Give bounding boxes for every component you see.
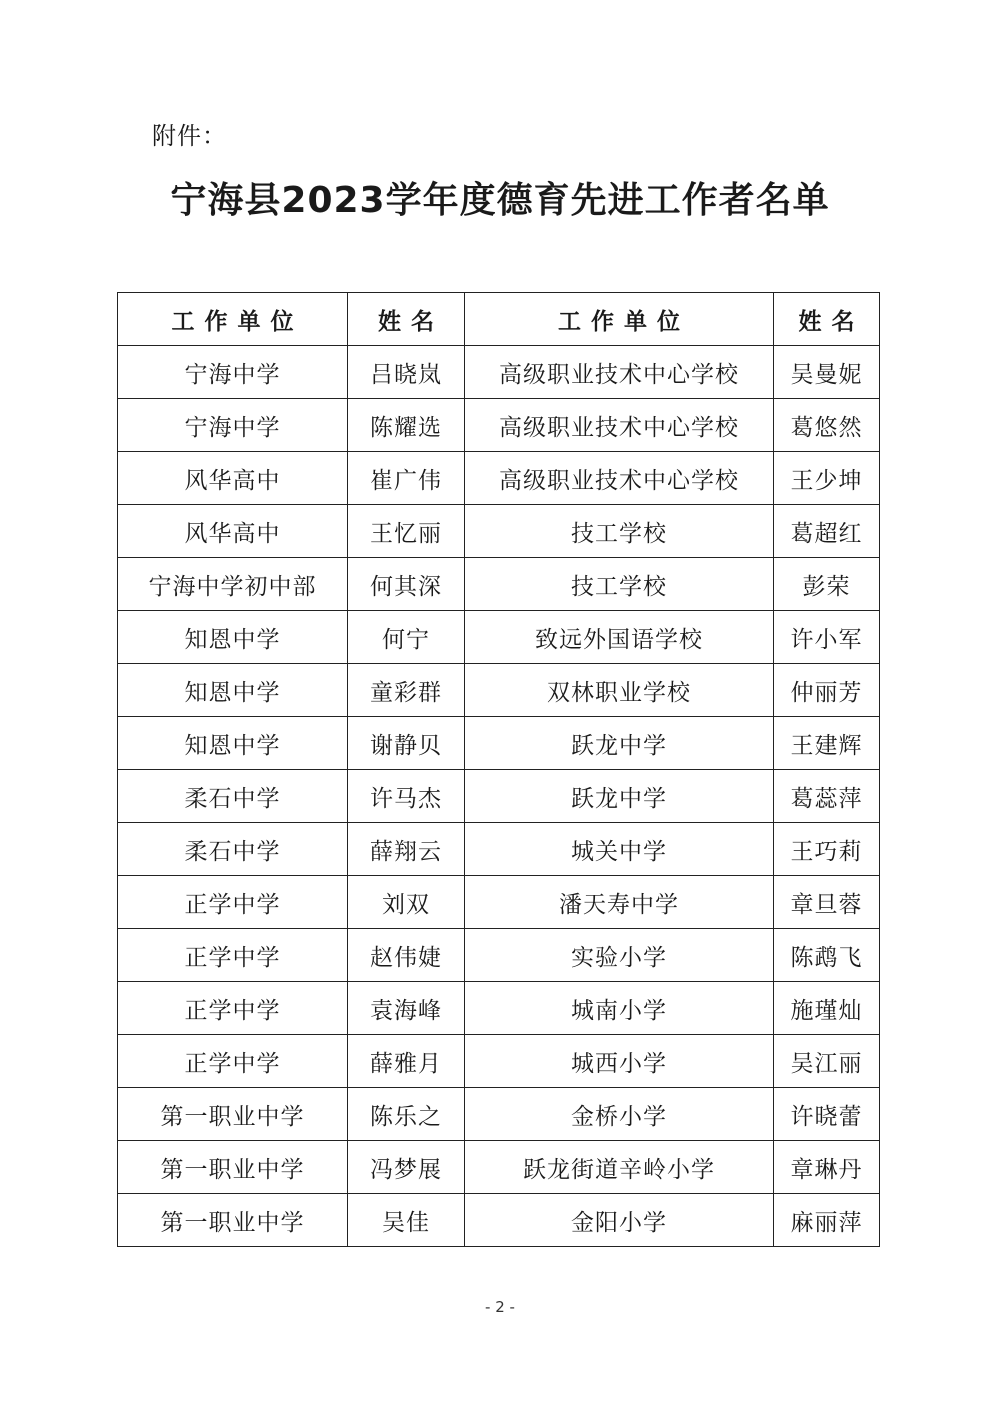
cell-work-unit-right: 跃龙中学 (465, 770, 774, 823)
cell-name-right: 葛超红 (774, 505, 880, 558)
cell-work-unit-right: 跃龙街道辛岭小学 (465, 1141, 774, 1194)
page-number: - 2 - (485, 1298, 515, 1316)
table-row (118, 452, 880, 505)
cell-work-unit-left: 风华高中 (118, 505, 348, 558)
cell-work-unit-left: 第一职业中学 (118, 1088, 348, 1141)
cell-name-left: 吴佳 (348, 1194, 465, 1247)
cell-name-right: 陈鹉飞 (774, 929, 880, 982)
table-header-row (118, 293, 880, 346)
cell-work-unit-left: 宁海中学初中部 (118, 558, 348, 611)
cell-work-unit-right: 致远外国语学校 (465, 611, 774, 664)
table-body (118, 346, 880, 1247)
cell-name-left: 刘双 (348, 876, 465, 929)
cell-work-unit-left: 第一职业中学 (118, 1141, 348, 1194)
cell-work-unit-left: 知恩中学 (118, 664, 348, 717)
cell-work-unit-left: 柔石中学 (118, 770, 348, 823)
cell-work-unit-left: 知恩中学 (118, 717, 348, 770)
table-row (118, 346, 880, 399)
cell-work-unit-left: 宁海中学 (118, 399, 348, 452)
cell-name-right: 吴曼妮 (774, 346, 880, 399)
cell-name-left: 何宁 (348, 611, 465, 664)
cell-name-right: 王建辉 (774, 717, 880, 770)
table-row (118, 770, 880, 823)
cell-name-right: 葛悠然 (774, 399, 880, 452)
cell-name-left: 赵伟婕 (348, 929, 465, 982)
cell-work-unit-right: 技工学校 (465, 505, 774, 558)
cell-work-unit-right: 高级职业技术中心学校 (465, 346, 774, 399)
cell-work-unit-right: 技工学校 (465, 558, 774, 611)
cell-work-unit-left: 宁海中学 (118, 346, 348, 399)
cell-name-right: 许小军 (774, 611, 880, 664)
cell-name-left: 陈耀选 (348, 399, 465, 452)
cell-name-right: 仲丽芳 (774, 664, 880, 717)
cell-work-unit-right: 高级职业技术中心学校 (465, 399, 774, 452)
cell-work-unit-right: 城西小学 (465, 1035, 774, 1088)
table-row (118, 876, 880, 929)
table-row (118, 1141, 880, 1194)
table-row (118, 664, 880, 717)
cell-name-left: 童彩群 (348, 664, 465, 717)
roster-table (117, 292, 880, 1247)
header-name-right: 姓名 (774, 293, 880, 346)
cell-work-unit-left: 知恩中学 (118, 611, 348, 664)
table-row (118, 1194, 880, 1247)
cell-work-unit-right: 金桥小学 (465, 1088, 774, 1141)
cell-work-unit-right: 跃龙中学 (465, 717, 774, 770)
header-name-left: 姓名 (348, 293, 465, 346)
cell-name-right: 王少坤 (774, 452, 880, 505)
page-title: 宁海县2023学年度德育先进工作者名单 (170, 180, 830, 221)
cell-name-left: 谢静贝 (348, 717, 465, 770)
cell-name-left: 袁海峰 (348, 982, 465, 1035)
table-row (118, 1088, 880, 1141)
attachment-label: 附件： (152, 122, 227, 150)
cell-name-left: 王忆丽 (348, 505, 465, 558)
header-work-unit-right: 工作单位 (465, 293, 774, 346)
cell-work-unit-left: 柔石中学 (118, 823, 348, 876)
cell-name-right: 王巧莉 (774, 823, 880, 876)
cell-name-left: 何其深 (348, 558, 465, 611)
cell-work-unit-right: 高级职业技术中心学校 (465, 452, 774, 505)
cell-name-left: 崔广伟 (348, 452, 465, 505)
cell-name-left: 冯梦展 (348, 1141, 465, 1194)
table-row (118, 717, 880, 770)
cell-name-right: 彭荣 (774, 558, 880, 611)
table-row (118, 611, 880, 664)
table-row (118, 399, 880, 452)
cell-name-left: 薛雅月 (348, 1035, 465, 1088)
cell-name-right: 吴江丽 (774, 1035, 880, 1088)
cell-work-unit-right: 金阳小学 (465, 1194, 774, 1247)
table-row (118, 929, 880, 982)
cell-work-unit-left: 正学中学 (118, 929, 348, 982)
cell-name-right: 施瑾灿 (774, 982, 880, 1035)
cell-name-right: 章琳丹 (774, 1141, 880, 1194)
cell-name-left: 陈乐之 (348, 1088, 465, 1141)
header-work-unit-left: 工作单位 (118, 293, 348, 346)
table-row (118, 1035, 880, 1088)
cell-work-unit-right: 实验小学 (465, 929, 774, 982)
cell-work-unit-left: 风华高中 (118, 452, 348, 505)
cell-work-unit-right: 潘天寿中学 (465, 876, 774, 929)
cell-work-unit-right: 城南小学 (465, 982, 774, 1035)
cell-work-unit-right: 城关中学 (465, 823, 774, 876)
table-row (118, 823, 880, 876)
cell-name-right: 葛蕊萍 (774, 770, 880, 823)
cell-work-unit-left: 第一职业中学 (118, 1194, 348, 1247)
table-row (118, 982, 880, 1035)
table-row (118, 505, 880, 558)
table-row (118, 558, 880, 611)
cell-work-unit-left: 正学中学 (118, 876, 348, 929)
cell-name-right: 麻丽萍 (774, 1194, 880, 1247)
cell-name-left: 吕晓岚 (348, 346, 465, 399)
cell-work-unit-left: 正学中学 (118, 1035, 348, 1088)
cell-name-left: 许马杰 (348, 770, 465, 823)
cell-work-unit-right: 双林职业学校 (465, 664, 774, 717)
cell-name-right: 章旦蓉 (774, 876, 880, 929)
cell-work-unit-left: 正学中学 (118, 982, 348, 1035)
cell-name-left: 薛翔云 (348, 823, 465, 876)
cell-name-right: 许晓蕾 (774, 1088, 880, 1141)
